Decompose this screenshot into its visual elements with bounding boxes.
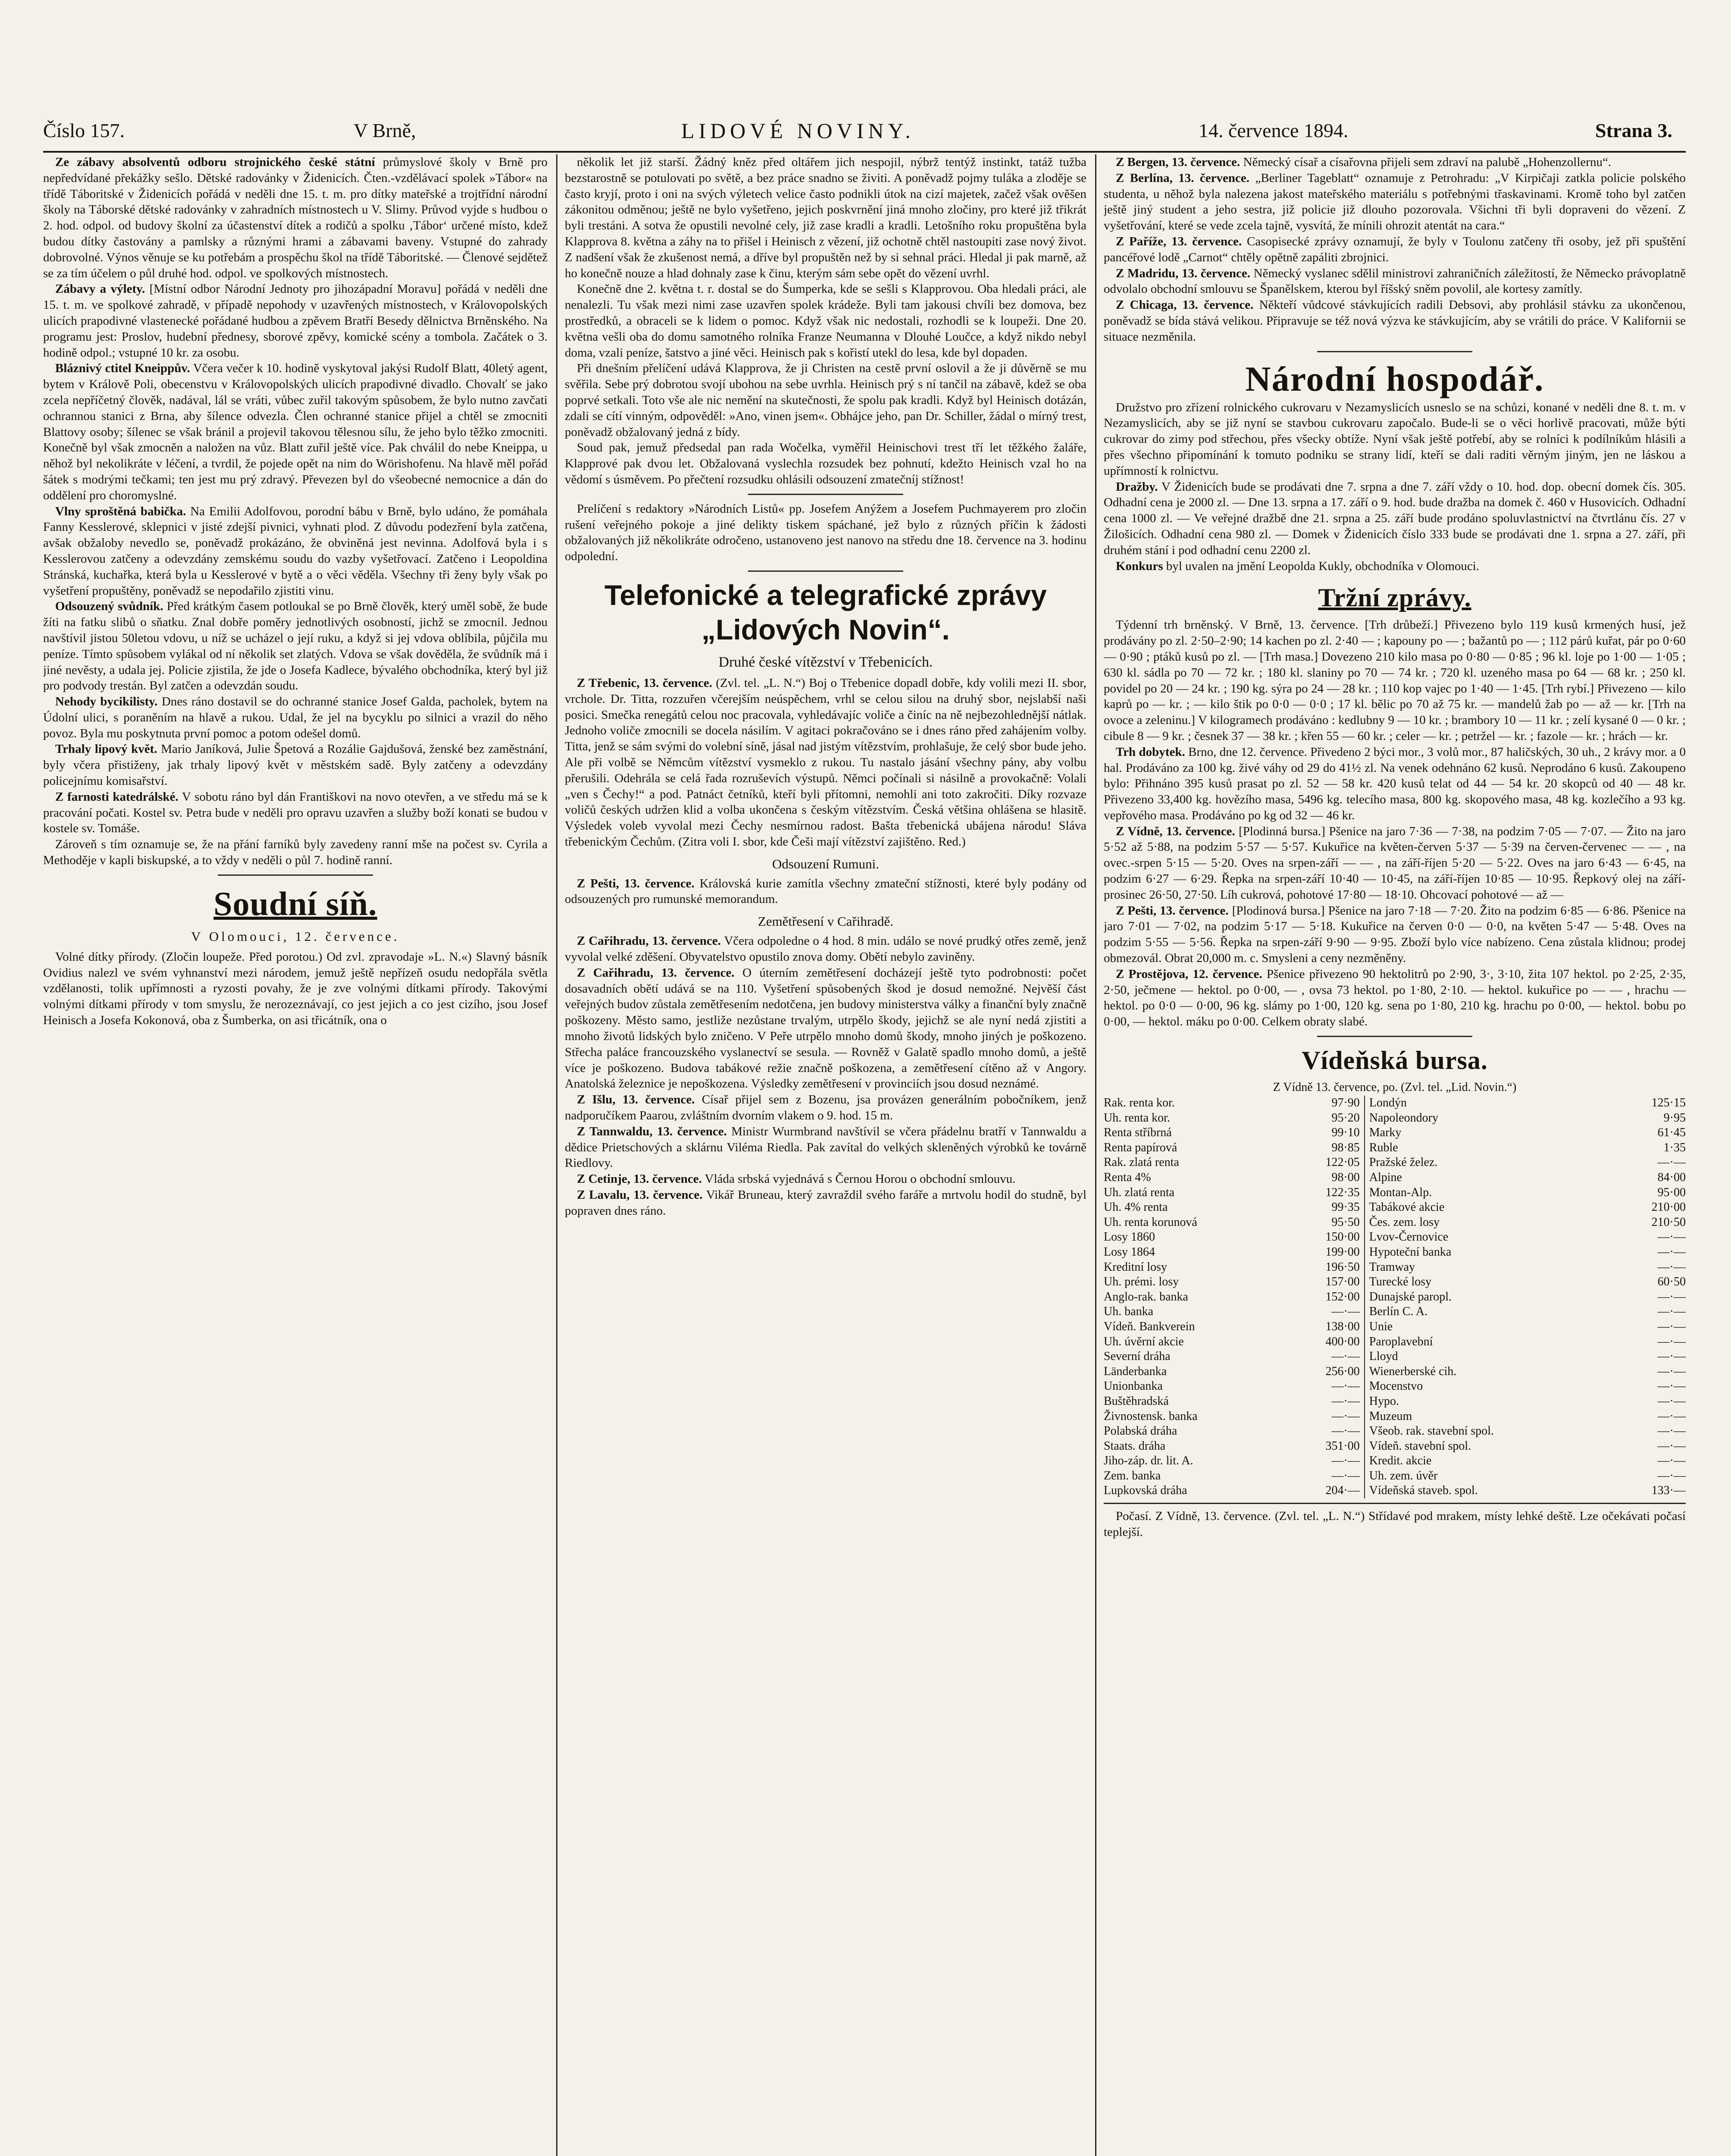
bursa-price: —·—	[1657, 1394, 1686, 1408]
telegraph-subtitle: „Lidových Novin“.	[701, 613, 950, 646]
bursa-row	[1104, 1439, 1686, 1454]
bursa-security: Staats. dráha	[1104, 1439, 1166, 1453]
article-volne-ditky: Volné dítky přírody. (Zločin loupeže. Před porotou.) Od zvl. zpravodaje »L. N.«) Slavný básník Ovidius nalezl ve svém vyhnanství mezi národem, jemuž ještě nepřízeň osudu nedopřála světla vzdělanosti, tolik upřímnosti a ryzosti povahy, že je zve volnými dítkami přírody. Takovými volnými dítkami přírody v tom smyslu, že nerozeznávají, co jest jejich a co jest cizího, jsou Josef Heinisch a Josefa Kokonová, oba z Šumberka, on asi třicátník, ona o	[43, 950, 548, 1028]
bursa-security: Napoleondory	[1369, 1111, 1438, 1125]
story-title-trebenice: Druhé české vítězství v Třebenicích.	[718, 654, 933, 670]
bursa-row	[1104, 1349, 1686, 1364]
bursa-price: —·—	[1657, 1350, 1686, 1363]
bursa-row	[1104, 1275, 1686, 1290]
story-islu: Z Išlu, 13. července. Císař přijel sem z Bozenu, jsa provázen generálním pobočníkem, jenž nadporučíkem Paarou, zvláštním dvorním vlakem o 9. hod. 15 m.	[565, 1093, 1086, 1123]
story-carihrad-1: Z Cařihradu, 13. července. Včera odpoledne o 4 hod. 8 min. událo se nové prudký otřes země, jenž vyvolal velké zděšení. Obyvatelstvo opustilo znova domy. Obětí nebylo zaviněny.	[565, 934, 1086, 964]
bursa-security: Hypo.	[1369, 1394, 1399, 1408]
bursa-row	[1104, 1185, 1686, 1200]
bursa-security: Uh. renta korunová	[1104, 1215, 1197, 1229]
article-volne-ditky-p4: Soud pak, jemuž předsedal pan rada Wočelka, vyměřil Heinischovi trest tří let těžkého žaláře, Klapprové pak dvou let. Obžalovaná vyslechla rozsudek bez pohnutí, kdežto Heinisch vzal ho na vědomí s úsměvem. Po přečtení rozsudku ohlásili odsouzení zmatečníj stížnost!	[565, 441, 1086, 486]
bursa-price: 199·00	[1288, 1245, 1364, 1260]
market-viden: Z Vídně, 13. července. [Plodinná bursa.] Pšenice na jaro 7·36 — 7·38, na podzim 7·05 — 7·07. — Žito na jaro 5·52 až 5·88, na podzim 5·57 — 5·57. Kukuřice na květen-červen 5·37 — 5·39 na červen-červenec — — , na ovec.-srpen 5·15 — 5·20. Oves na srpen-září — — , na září-říjen 5·20 — 5·22. Oves na jaro 6·43 — 6·45, na podzim 6·27 — 6·29. Řepka na srpen-září 10·40 — 10·45, na září-říjen 10·85 — 10·95. Řepkový olej na září-prosinec 26·50, 27·50. Líh cukrová, pohotové 17·80 — 18·10. Ohcovací pohotové — až —	[1104, 824, 1686, 902]
bursa-price: 99·35	[1288, 1200, 1364, 1215]
bursa-price: —·—	[1288, 1394, 1364, 1409]
bursa-security: Vídeňská staveb. spol.	[1369, 1484, 1478, 1498]
bursa-row	[1104, 1454, 1686, 1469]
bursa-security: Renta papírová	[1104, 1141, 1177, 1154]
bursa-price: —·—	[1288, 1454, 1364, 1469]
article-zabavy-a-vylety: Zábavy a výlety. [Místní odbor Národní Jednoty pro jihozápadní Moravu] pořádá v neděli dne 15. t. m. ve spolkové zahradě, v případě nepohody v uzavřených místnostech, v Královopolských ulicích prapodivné vlastenecké pořádané hudbou a zpěvem Bratří Besedy dělnictva Brněnského. Na programu jest: Proslov, hudební přednesy, sborové zpěvy, komické scény a tombola. Začátek o 3. hodině odpol.; vstupné 10 kr. za osobu.	[43, 282, 548, 360]
bursa-dateline: Z Vídně 13. července, po. (Zvl. tel. „Lid. Novin.“)	[1273, 1081, 1517, 1094]
bursa-security: Londýn	[1369, 1096, 1407, 1110]
bursa-price: —·—	[1657, 1245, 1686, 1259]
bursa-price: 95·20	[1288, 1111, 1364, 1126]
bursa-price: —·—	[1288, 1469, 1364, 1484]
bursa-security: Buštěhradská	[1104, 1394, 1169, 1408]
story-cetinje: Z Cetinje, 13. července. Vláda srbská vyjednává s Černou Horou o obchodní smlouvu.	[577, 1172, 1016, 1186]
bursa-price: 150·00	[1288, 1230, 1364, 1245]
bursa-security: Pražské želez.	[1369, 1156, 1438, 1169]
market-prostejov: Z Prostějova, 12. července. Pšenice přivezeno 90 hektolitrů po 2·90, 3·, 3·10, žita 107 hektol. po 2·25, 2·35, 2·50, ječmene — hektol. po 0·00, — , ovsa 73 hektol. po 1·80, 2·10. — hektol. kukuřice po — — , hrachu — hektol. po 0·0 — 0·00, 96 kg. slámy po 1·00, 120 kg. sena po 1·80, 210 kg. hrachu po 0·00, — hektol. bobu po 0·00, — hektol. máku po 0·00. Celkem obraty slabé.	[1104, 967, 1686, 1029]
bursa-price: 210·50	[1651, 1215, 1686, 1229]
bursa-price: —·—	[1657, 1305, 1686, 1319]
bursa-security: Unie	[1369, 1319, 1393, 1333]
column-3	[1104, 154, 1686, 2156]
bursa-price: 256·00	[1288, 1364, 1364, 1379]
bursa-row	[1104, 1379, 1686, 1394]
article-cont: Zároveň s tím oznamuje se, že na přání farníků byly zavedeny ranní mše na počest sv. Cyrila a Methoděje v kapli biskupské, a to vždy v neděli o půl 7. hodině ranní.	[43, 837, 548, 868]
bursa-security: Uh. zem. úvěr	[1369, 1469, 1438, 1482]
bursa-row	[1104, 1304, 1686, 1319]
article-volne-ditky-p2: Konečně dne 2. května t. r. dostal se do Šumperka, kde se sešli s Klapprovou. Oba hledali práci, ale nenalezli. Tu však mezi nimi zase uzavřen spolek krádeže. Byli tam jakousi chvíli bez domova, bez prostředků, a obraceli se k lidem o pomoc. Když však nic nedostali, rozhodli se k loupeži. Dne 20. května vešli oba do domu samotného rolníka Franze Neumanna v Dlouhé Loučce, a když nikdo nebyl doma, vzali peníze, šatstvo a jiné věci. Heinisch pak s kořistí utekl do lesa, kde byl dopaden.	[565, 282, 1086, 360]
article-zabavy-absolventu: Ze zábavy absolventů odboru strojnického české státní průmyslové školy v Brně pro nepředvídané překážky sešlo. Dětské radovánky v Židenicích. Čten.-vzdělávací spolek »Tábor« na třídě Táboritské v Židenicích pořádá v neděli dne 15. t. m. pro dítky mateřské a trojtřídní národní školy na Táborské dětské radovánky v zahradních místnostech u V. Slimy. Průvod vyjde s hudbou o 2. hod. odpol. od budovy školní za účastenství dítek a rodičů a spolku ‚Tábor‘ určené místo, kdež budou dítky častovány a pamlsky a různými hrami a zábavami baveny. Vstupné do zahrady dobrovolné. Výnos věnuje se ku potřebám a prospěchu škol na třídě Táboritské. — Členové sejdětež se za tím účelem o půl druhé hod. odpol. ve spolkových místnostech.	[43, 155, 548, 280]
bursa-security: Montan-Alp.	[1369, 1185, 1432, 1199]
bursa-security: Jiho-záp. dr. lit. A.	[1104, 1454, 1193, 1468]
bursa-price: 99·10	[1288, 1125, 1364, 1141]
bursa-security: Uh. úvěrní akcie	[1104, 1335, 1184, 1348]
bursa-price: 98·85	[1288, 1141, 1364, 1156]
page-number: Strana 3.	[1595, 119, 1672, 141]
soudni-dateline: V Olomouci, 12. července.	[191, 928, 400, 944]
column-rule	[556, 154, 557, 2156]
bursa-row	[1104, 1364, 1686, 1379]
bursa-security: Wienerberské cih.	[1369, 1364, 1457, 1378]
article-babicka: Vlny sproštěná babička. Na Emilii Adolfovou, porodní bábu v Brně, bylo udáno, že pomáhala Fanny Kesslerové, sklepnici v jisté zdejší pivnici, vyhnati plod. Z důvodu podezření byla zatčena, avšak obžaloby nevedlo se, poněvadž prokázáno, že obviněná jest nevinna. Adolfová byla i s Kesslerovou zatčeny a odevzdány zemskému soudu do vazby vyšetřovací. Zatčeno i Leopoldina Stránská, kuchařka, která byla u Kesslerové v bytě a o věci věděla. Všechny tři ženy byly však po vyšetření propuštěny, poněvadž se nepodařilo zjistiti vinu.	[43, 504, 548, 598]
header-rule	[43, 151, 1686, 153]
column-rule	[1095, 154, 1096, 2156]
market-brno: Týdenní trh brněnský. V Brně, 13. července. [Trh drůbeží.] Přivezeno bylo 119 kusů krmených husí, jež prodávány po zl. 2·50–2·90; 14 kachen po zl. 2·40 — ; kapouny po — ; bažantů po — ; 112 párů kuřat, pár po 0·60 — 0·90 ; ptáků kusů po zl. — [Trh masa.] Dovezeno 210 kilo masa po 0·80 — 0·85 ; 96 kl. loje po 1·00 — 1·05 ; 630 kl. sádla po 70 — 72 kr. ; 180 kl. slaniny po 70 — 74 kr. ; 720 kl. uzeného masa po 64 — 68 kr. ; 250 kl. povidel po 20 — 24 kr. ; 190 kg. sýra po 24 — 28 kr. ; 110 kop vajec po 1·40 — 1·45. [Trh rybí.] Přivezeno — kilo kaprů po — kr. ; — kilo štik po 0·0 — 0·0 ; 17 kl. bělic po 70 až 75 kr. — mandelů žab po — až — kr. [Trh na ovoce a zeleninu.] V kilogramech prodáváno : kedlubny 9 — 10 kr. ; brambory 10 — 11 kr. ; zelí kysané 0 — 0 kr. ; cibule 8 — 9 kr. ; česnek 37 — 38 kr. ; křen 55 — 60 kr. ; celer — kr. ; petržel — kr. ; fazole — kr. ; hrách — kr.	[1104, 618, 1686, 743]
bursa-row	[1104, 1394, 1686, 1409]
bursa-price: —·—	[1288, 1349, 1364, 1364]
bursa-price: —·—	[1657, 1230, 1686, 1244]
report-pariz: Z Paříže, 13. července. Casopisecké zprávy oznamují, že byly v Toulonu zatčeny tři osoby, jež při spuštění pancéřové lodě „Carnot“ chtěly opětně zapáliti zbrojnici.	[1104, 234, 1686, 264]
bursa-security: Paroplavební	[1369, 1335, 1433, 1348]
report-berlin: Z Berlína, 13. července. „Berliner Tageblatt“ oznamuje z Petrohradu: „V Kirpičaji zatkla policie polského studenta, u něhož byla nalezena jakost mateřského materiálu s potřebnými třaskavinami. Kromě toho byl zatčen ještě jiný student a jeho sestra, již policie již dlouho pozorovala. Všichni tři byli dopraveni do vězení. Z vyšetřování, které se vede zcela tajně, vysvítá, že mínili ohrozit atentát na cara.“	[1104, 171, 1686, 233]
article-blaznivy-ctitel: Bláznivý ctitel Kneippův. Včera večer k 10. hodině vyskytoval jakýsi Rudolf Blatt, 40letý agent, bytem v Králově Poli, obecenstvu v Královopolských ulicích prapodivné divadlo. Chovalť se jako zcela nepříčetný člověk, nadával, lál se vráti, vůbec zuřil takovým spůsobem, že bylo nutno zavčati ochrannou stanici z Brna, aby šílence odvezla. Člen ochranné stanice přijel a chtěl se zmocniti Blattovy osoby; šílenec se však bránil a projevil takovou tělesnou sílu, že jeho bylo těžko zmocniti. Konečně byl však zmocněn a naložen na vůz. Blatt zuřil ještě více. Pak chválil do nebe Kneippa, u něhož byl nekolikráte v léčení, a tvrdil, že pojede opět na nim do Wörishofenu. Na hlavě měl pořád šátek s modrými tečkami; ten jest mu prý zdravý. Převezen byl do všeobecné nemocnice a dán do oddělení pro choromyslné.	[43, 361, 548, 502]
article-volne-ditky-cont: několik let již starší. Žádný kněz před oltářem jich nespojil, nýbrž tentýž instinkt, tatáž tužba bezstarostně se potulovati po světě, a bez práce snadno se živiti. A poněvadž pojmy tuláka a zloděje se často kryjí, proto i oni na svých výletech velice často podnikli útok na cizí majetek, začež však ověšen zákonitou odměnou; ještě ne bylo vyšetřeno, jejich poskvrnění jiná mnoho zločiny, pro které již třikrát byli trestáni. A sotva že opustili nevolné cely, již zase kradli a kradli. Letošního roku propuštěna byla Klapprova 8. května a záhy na to přišel i Heinisch z vězení, již ochotně chtěl nastoupiti zase nový život. Z nadšení však že zkušenost nemá, a dříve byl propuštěn než by si sehnal práci. Hledal ji pak marně, až ho konečně nouze a hlad dohnaly zase k činu, kterým sám sebe opět do vězení uvrhl.	[565, 155, 1086, 280]
bursa-security: Muzeum	[1369, 1409, 1412, 1423]
bursa-price: 98·00	[1288, 1170, 1364, 1185]
bursa-row	[1104, 1483, 1686, 1498]
bursa-security: Dunajské paropl.	[1369, 1290, 1452, 1304]
section-narodni-hospodar: Národní hospodář.	[1245, 359, 1544, 398]
report-bergen: Z Bergen, 13. července. Německý císař a císařovna přijeli sem zdraví na palubě „Hohenzollernu“.	[1116, 155, 1612, 169]
bursa-security: Severní dráha	[1104, 1350, 1171, 1363]
bursa-row	[1104, 1125, 1686, 1141]
bursa-security: Lvov-Černovice	[1369, 1230, 1449, 1244]
bursa-row	[1104, 1230, 1686, 1245]
article-bycikilisty: Nehody bycikilisty. Dnes ráno dostavil se do ochranné stanice Josef Galda, pacholek, bytem na Údolní ulici, s poraněním na hlavě a rukou. Udal, že jel na bycyklu po silnici a vrazil do něho povoz. Byla mu poskytnuta první pomoc a potom odešel domů.	[43, 695, 548, 740]
bursa-security: Uh. 4% renta	[1104, 1200, 1168, 1214]
bursa-price: —·—	[1288, 1379, 1364, 1394]
story-tannwald: Z Tannwaldu, 13. července. Ministr Wurmbrand navštívil se včera přádelnu bratří v Tannwaldu a dědice Prietschových a sklárnu Viléma Riedla. Pak zavítal do velkých skleněných výrobků ke továrně Riedlovy.	[565, 1124, 1086, 1170]
bursa-price: —·—	[1657, 1424, 1686, 1438]
bursa-price: 61·45	[1657, 1126, 1686, 1140]
bursa-security: Uh. banka	[1104, 1305, 1154, 1319]
bursa-security: Turecké losy	[1369, 1275, 1432, 1289]
bursa-price: 95·00	[1657, 1185, 1686, 1199]
bursa-row	[1104, 1260, 1686, 1275]
bursa-security: Kreditní losy	[1104, 1260, 1167, 1274]
bursa-security: Uh. renta kor.	[1104, 1111, 1170, 1125]
section-soudni-sin: Soudní síň.	[213, 884, 377, 922]
column-2	[565, 154, 1086, 2156]
market-dobytek: Trh dobytek. Brno, dne 12. července. Přivedeno 2 býci mor., 3 volů mor., 87 haličských, 30 uh., 2 krávy mor. a 0 hal. Prodáváno za 100 kg. živé váhy od 29 do 41½ zl. Na venek odehnáno 62 kusů. Neprodáno 6 kusů. Zakoupeno bylo: Přihnáno 395 kusů prasat po zl. 52 — 58 kr. 420 kusů telat od 44 — 54 kr. 20 skopců od 40 — 48 kr. Přivezeno 33,400 kg. hovězího masa, 5496 kg. telecího masa, 800 kg. skopového masa, 48 kg. kozlečího a 93 kg. vepřového masa. Prodáváno po kg od 32 — 46 kr.	[1104, 745, 1686, 822]
bursa-price: 122·35	[1288, 1185, 1364, 1200]
report-chicago: Z Chicaga, 13. července. Někteří vůdcové stávkujících radili Debsovi, aby prohlásil stávku za ukončenou, poněvadž se bída stává velikou. Připravuje se též nová výzva ke stávkujícím, aby se vrátili do práce. V Kalifornii se situace nezměnila.	[1104, 298, 1686, 344]
separator	[748, 494, 903, 495]
notice-narodni-listy: Prelíčení s redaktory »Národních Listů« pp. Josefem Anýžem a Josefem Puchmayerem pro zločin rušení veřejného pokoje a jiné delikty tiskem spáchané, jež bylo z různých příčin k žádosti obžalovaných již několikráte odročeno, ustanoveno jest nanovo na středu dne 18. července na 3. hodinu odpolední.	[565, 501, 1086, 564]
bursa-price: 157·00	[1288, 1275, 1364, 1290]
bursa-price: —·—	[1657, 1469, 1686, 1482]
bursa-row	[1104, 1469, 1686, 1484]
bursa-price: 122·05	[1288, 1155, 1364, 1170]
bursa-security: Čes. zem. losy	[1369, 1215, 1440, 1229]
bursa-price: 400·00	[1288, 1335, 1364, 1350]
bursa-security: Kredit. akcie	[1369, 1454, 1432, 1468]
bursa-price: —·—	[1657, 1379, 1686, 1393]
story-laval: Z Lavalu, 13. července. Vikář Bruneau, který zavraždil svého faráře a mrtvolu hodil do studně, byl popraven dnes ráno.	[565, 1188, 1086, 1218]
bursa-rule	[1104, 1503, 1686, 1504]
bursa-security: Unionbanka	[1104, 1379, 1163, 1393]
bursa-security: Renta stříbrná	[1104, 1126, 1172, 1140]
bursa-security: Berlín C. A.	[1369, 1305, 1428, 1319]
section-trzni-zpravy: Tržní zprávy.	[1318, 583, 1471, 612]
story-trebenice: Z Třebenic, 13. července. (Zvl. tel. „L. N.“) Boj o Třebenice dopadl dobře, kdy volili mezi II. sbor, vrchole. Dr. Titta, rozzuřen včerejším neúspěchem, vrhl se celou silou na druhý sbor, nejslabší naši posici. Smečka renegátů celou noc pracovala, vyhledávajíc voliče a činíc na ně nejbezohlednější nátlak. Jednoho voliče zmocnili se docela násilím. V agitaci pokračováno se i dnes ráno před zahájením volby. Titta, jenž se sám svými do volební síně, jásal nad jistým vítězstvím, prohlašuje, že celý sbor bude jeho. Ale při volbě se Němcům vítězství vysmeklo z rukou. Tu nastalo jásání všechny pány, aby volbu přerušili. Odehrála se celá řada rozruševích výstupů. Němci počínali si násilně a provokačně: Volali „ven s Čechy!“ a pod. Patnáct četníků, kteří byli přítomni, nemohli ani toto zakročiti. Díky rozvaze voličů českých udržen klid a volba ukončena s českým vítězstvím. Česká většina ohlášena se hlasitě. Výsledek voleb vyvolal mezi Čechy nesmírnou radost. Bašta třebenická ubájena národu! Sláva třebenickým Čechům. (Zitra voli I. sbor, kde Češi mají vítězství zajištěno. Red.)	[565, 676, 1086, 849]
bursa-price: —·—	[1657, 1454, 1686, 1468]
article-drazby: Dražby. V Židenicích bude se prodávati dne 7. srpna a dne 7. září vždy o 10. hod. dop. obecní domek čís. 305. Odhadní cena je 2000 zl. — Dne 13. srpna a 17. září o 9. hod. bude dražba na domek č. 460 v Husovicích. Odhadní cena 1000 zl. — Ve veřejné dražbě dne 21. srpna a 25. září bude prodáno spoluvlastnictví na čtvrtlánu čís. 27 v Žilošicích. Odhadní cena 980 zl. — Domek v Židenicích číslo 333 bude se prodávati dne 1. srpna a 27. září, při druhém stání i pod odhadní cenu 2200 zl.	[1104, 479, 1686, 557]
telegraph-title: Telefonické a telegrafické zprávy	[604, 579, 1047, 611]
story-carihrad-2: Z Cařihradu, 13. července. O úterním zemětřesení docházejí ještě tyto podrobnosti: počet dosavadních obětí udává se na 110. Vyšetření spůsobených škod je dosud nemožné. Nejvěší část veřejných budov zůstala zemětřesením nedotčena, jen budovy ministerstva války a finanční byly značně poškozeny. Město samo, jestliže nezůstane trvalým, utrpělo škody, jejichž se ale nyní nedá zjistiti a mnoho životů lidských bylo zničeno. V Peře utrpělo mnoho domů škody, mnoho jiných je poškozeno. Střecha paláce francouzského vyslanectví se sesula. — Rovněž v Galatě spadlo mnoho domů, a ještě více je poškozeno. Budova tabákové režie značně poškozena, a zemětřesení cítěno až v Angory. Anatolská železnice je nepoškozena. Výsledky zemětřesení v provinciích jsou dosud neznámé.	[565, 965, 1086, 1091]
masthead-title: LIDOVÉ NOVINY.	[681, 119, 915, 143]
bursa-price: 97·90	[1288, 1096, 1364, 1111]
bursa-row	[1104, 1409, 1686, 1424]
bursa-security: Anglo-rak. banka	[1104, 1290, 1188, 1304]
separator	[1317, 351, 1472, 352]
bursa-security: Marky	[1369, 1126, 1402, 1140]
bursa-table	[1104, 1096, 1686, 1498]
weather-report: Počasí. Z Vídně, 13. července. (Zvl. tel. „L. N.“) Střídavé pod mrakem, místy lehké deště. Lze očekávati počasí teplejší.	[1104, 1509, 1686, 1539]
bursa-price: —·—	[1657, 1319, 1686, 1333]
separator	[218, 874, 373, 876]
article-katedrala: Z farnosti katedrálské. V sobotu ráno byl dán Františkovi na novo otevřen, a ve středu má se k pracování počati. Kostel sv. Petra bude v neděli pro opravu uzavřen a služby boží konati se budou v kostele sv. Tomáše.	[43, 790, 548, 836]
bursa-row	[1104, 1215, 1686, 1230]
bursa-security: Zem. banka	[1104, 1469, 1161, 1482]
bursa-row	[1104, 1155, 1686, 1170]
bursa-security: Lupkovská dráha	[1104, 1484, 1187, 1498]
bursa-security: Polabská dráha	[1104, 1424, 1177, 1438]
bursa-row	[1104, 1335, 1686, 1350]
separator	[1317, 1036, 1472, 1037]
article-lipovy-kvet: Trhaly lipový květ. Mario Janíková, Julie Špetová a Rozálie Gajdušová, ženské bez zaměstnání, byly včera přistiženy, jak trhaly lipový květ v městském sadě. Byly zatčeny a odevzdány policejnímu komisařství.	[43, 742, 548, 788]
issue-number: Číslo 157.	[43, 119, 125, 141]
bursa-security: Losy 1864	[1104, 1245, 1155, 1259]
bursa-price: —·—	[1288, 1409, 1364, 1424]
bursa-row	[1104, 1290, 1686, 1305]
bursa-security: Tramway	[1369, 1260, 1415, 1274]
bursa-rows	[1104, 1096, 1686, 1498]
bursa-row	[1104, 1111, 1686, 1126]
story-rumuni: Z Pešti, 13. července. Královská kurie zamítla všechny zmateční stížnosti, které byly podány od odsouzených pro rumunské memorandum.	[565, 876, 1086, 906]
bursa-security: Živnostensk. banka	[1104, 1409, 1198, 1423]
bursa-security: Uh. zlatá renta	[1104, 1185, 1175, 1199]
bursa-row	[1104, 1141, 1686, 1156]
story-title-rumuni: Odsouzení Rumuni.	[772, 856, 879, 871]
bursa-security: Uh. prémi. losy	[1104, 1275, 1179, 1289]
article-cukrovar: Družstvo pro zřízení rolnického cukrovaru v Nezamyslicích usneslo se na schůzi, konané v neděli dne 8. t. m. v Nezamyslicích, aby se již nyní se stavbou cukrovaru započalo. Bude-li se o věci horlivě pracovati, může býti cukrovar do zimy pod střechou, přes všecky obtíže. Nyní však ještě potřebí, aby se rolníci k podílníkům hlásili a přes všechno připomínání k tomuto podniku se strany lidí, kteří se dali raditi věrným jiným, jen ne láskou a upřímností k rolnictvu.	[1104, 400, 1686, 478]
bursa-price: 152·00	[1288, 1290, 1364, 1305]
bursa-price: 210·00	[1651, 1200, 1686, 1214]
bursa-price: 1·35	[1663, 1141, 1686, 1154]
column-1	[43, 154, 548, 2156]
bursa-security: Rak. zlatá renta	[1104, 1156, 1179, 1169]
bursa-security: Losy 1860	[1104, 1230, 1155, 1244]
article-konkurs: Konkurs byl uvalen na jmění Leopolda Kukly, obchodníka v Olomouci.	[1116, 559, 1480, 573]
bursa-row	[1104, 1245, 1686, 1260]
bursa-price: —·—	[1657, 1260, 1686, 1274]
bursa-price: 133·—	[1651, 1484, 1686, 1498]
bursa-price: —·—	[1288, 1424, 1364, 1439]
story-title-carihrad: Zemětřesení v Cařihradě.	[758, 914, 894, 929]
bursa-security: Alpine	[1369, 1171, 1402, 1185]
bursa-price: 9·95	[1663, 1111, 1686, 1125]
bursa-price: 138·00	[1288, 1319, 1364, 1335]
bursa-security: Länderbanka	[1104, 1364, 1167, 1378]
bursa-row	[1104, 1319, 1686, 1335]
bursa-price: 204·—	[1288, 1483, 1364, 1498]
bursa-price: —·—	[1657, 1409, 1686, 1423]
bursa-price: 196·50	[1288, 1260, 1364, 1275]
bursa-price: —·—	[1288, 1304, 1364, 1319]
bursa-security: Hypoteční banka	[1369, 1245, 1452, 1259]
bursa-row	[1104, 1170, 1686, 1185]
separator	[748, 570, 903, 572]
report-madrid: Z Madridu, 13. července. Německý vyslanec sdělil ministrovi zahraničních záležitostí, že Německo právoplatně odvolalo obchodní smlouvu se Španělskem, kterou byl říšský sněm povolil, ale kortesy zamítly.	[1104, 266, 1686, 296]
bursa-row	[1104, 1424, 1686, 1439]
bursa-price: —·—	[1657, 1156, 1686, 1169]
page-header	[43, 111, 1681, 150]
bursa-row	[1104, 1096, 1686, 1111]
bursa-security: Vídeň. Bankverein	[1104, 1319, 1195, 1333]
bursa-price: —·—	[1657, 1364, 1686, 1378]
bursa-security: Lloyd	[1369, 1350, 1398, 1363]
bursa-security: Vídeň. stavební spol.	[1369, 1439, 1471, 1453]
market-pest: Z Pešti, 13. července. [Plodinová bursa.] Pšenice na jaro 7·18 — 7·20. Žito na podzim 6·85 — 6·86. Pšenice na jaro 7·01 — 7·02, na podzim 5·17 — 5·18. Kukuřice na červen 0·0 — 0·0, na květen 5·47 — 5·48. Oves na podzim 5·55 — 5·56. Řepka na srpen-září 9·90 — 9·95. Zboží bylo více nabízeno. Cena zůstala klidnou; prodej obmezovál. Obrat 20,000 m. c. Smysleni a ceny nezměněny.	[1104, 903, 1686, 965]
bursa-security: Renta 4%	[1104, 1171, 1151, 1185]
bursa-security: Mocenstvo	[1369, 1379, 1423, 1393]
bursa-price: —·—	[1657, 1290, 1686, 1304]
article-odsouzeny-svudnik: Odsouzený svůdník. Před krátkým časem potloukal se po Brně člověk, který uměl sobě, že bude žíti na fatku slibů o sňatku. Znal dobře poměry jednotlivých osobností, jichž se zmocnil. Jednou navštívil jistou 50letou vdovu, u níž se ucházel o její ruku, a když si jej vdova oblíbila, půjčila mu peníze. Tímto spůsobem vylákal od ní několik set zlatých. Vdova se však dověděla, že svůdník má i jiné nevěsty, a udala jej. Policie zjistila, že jde o Josefa Kadlece, bývalého obchodníka, který byl již pro podvody trestán. Byl zatčen a odevzdán soudu.	[43, 599, 548, 693]
bursa-price: 95·50	[1288, 1215, 1364, 1230]
issue-date: 14. července 1894.	[1199, 119, 1349, 141]
article-volne-ditky-p3: Při dnešním přelíčení udává Klapprova, že ji Christen na cestě první oslovil a že ji důvěrně se mu svěřila. Sebe prý dobrotou svojí ubohou na sebe uvrhla. Heinisch prý s ní tančil na zábavě, kdež se oba poprvé setkali. Toto vše ale nic nemění na skutečnosti, že spolu pak kradli. Když byl Heinisch dotázán, zdali se cítí vinným, odpověděl: »Ano, vinen jsem«. Obhájce jeho, pan Dr. Schiller, žádal o mírný trest, poněvadž obžalovaný jedná z bídy.	[565, 361, 1086, 439]
bursa-security: Všeob. rak. stavební spol.	[1369, 1424, 1494, 1438]
bursa-price: 351·00	[1288, 1439, 1364, 1454]
city: V Brně,	[354, 119, 416, 141]
bursa-security: Rak. renta kor.	[1104, 1096, 1175, 1110]
bursa-price: 125·15	[1651, 1096, 1686, 1110]
bursa-row	[1104, 1200, 1686, 1215]
section-videnska-bursa: Vídeňská bursa.	[1302, 1046, 1488, 1075]
bursa-price: 60·50	[1657, 1275, 1686, 1289]
bursa-security: Ruble	[1369, 1141, 1398, 1154]
bursa-price: 84·00	[1657, 1171, 1686, 1185]
bursa-price: —·—	[1657, 1439, 1686, 1453]
bursa-security: Tabákové akcie	[1369, 1200, 1445, 1214]
bursa-price: —·—	[1657, 1335, 1686, 1348]
